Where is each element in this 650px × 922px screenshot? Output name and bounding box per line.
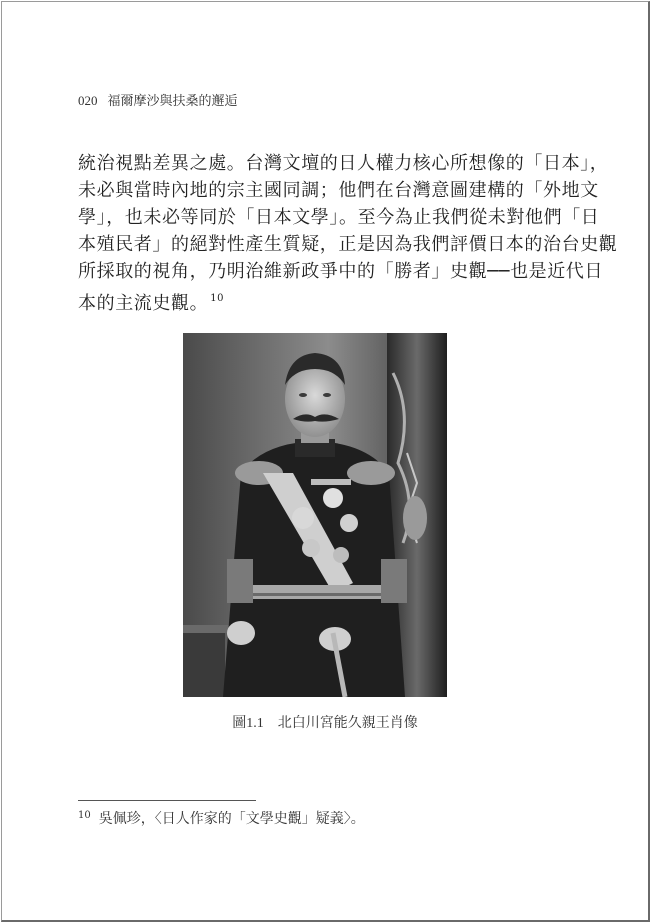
book-title: 福爾摩沙與扶桑的邂逅 <box>107 94 238 109</box>
figure-caption <box>0 712 650 732</box>
table-top <box>183 625 231 633</box>
footnote-number: 10 <box>78 810 91 821</box>
paragraph-line: 所採取的視角，乃明治維新政爭中的「勝者」史觀──也是近代日 <box>78 261 604 282</box>
medal-bar <box>311 479 351 485</box>
paragraph-line-last <box>78 285 578 317</box>
running-header <box>78 90 238 109</box>
right-epaulette <box>347 461 395 485</box>
paragraph-line: 統治視點差異之處。台灣文壇的日人權力核心所想像的「日本」， <box>78 153 609 174</box>
belt-stripe <box>249 593 383 596</box>
portrait-illustration <box>183 333 447 697</box>
footnote-reference[interactable]: 10 <box>210 293 225 304</box>
belt <box>249 585 383 599</box>
right-cuff <box>381 559 407 603</box>
body-paragraph <box>78 150 618 317</box>
medal <box>323 488 343 508</box>
left-hand <box>227 621 255 645</box>
curtain-tassel <box>403 496 427 540</box>
left-cuff <box>227 559 253 603</box>
paragraph-line: 未必與當時內地的宗主國同調；他們在台灣意圖建構的「外地文 <box>78 180 599 201</box>
right-eye <box>323 393 331 397</box>
medal <box>302 539 320 557</box>
figure-number: 圖1.1 <box>232 716 264 731</box>
medal <box>333 547 349 563</box>
figure-caption-text: 北白川宮能久親王肖像 <box>277 715 418 731</box>
footnote-divider <box>78 800 256 801</box>
footnote-text: 吳佩珍，〈日人作家的「文學史觀」疑義〉。 <box>98 811 365 827</box>
page-number: 020 <box>78 93 98 108</box>
paragraph-line: 學」，也未必等同於「日本文學」。至今為止我們從未對他們「日 <box>78 207 600 228</box>
paragraph-line: 本殖民者」的絕對性產生質疑，正是因為我們評價日本的治台史觀 <box>78 234 618 255</box>
medal <box>292 507 314 529</box>
portrait-photo <box>183 333 447 697</box>
side-table <box>183 631 225 697</box>
left-eye <box>299 393 307 397</box>
footnote <box>78 808 365 828</box>
medal <box>340 514 358 532</box>
paragraph-line-text: 本的主流史觀。 <box>78 293 209 314</box>
